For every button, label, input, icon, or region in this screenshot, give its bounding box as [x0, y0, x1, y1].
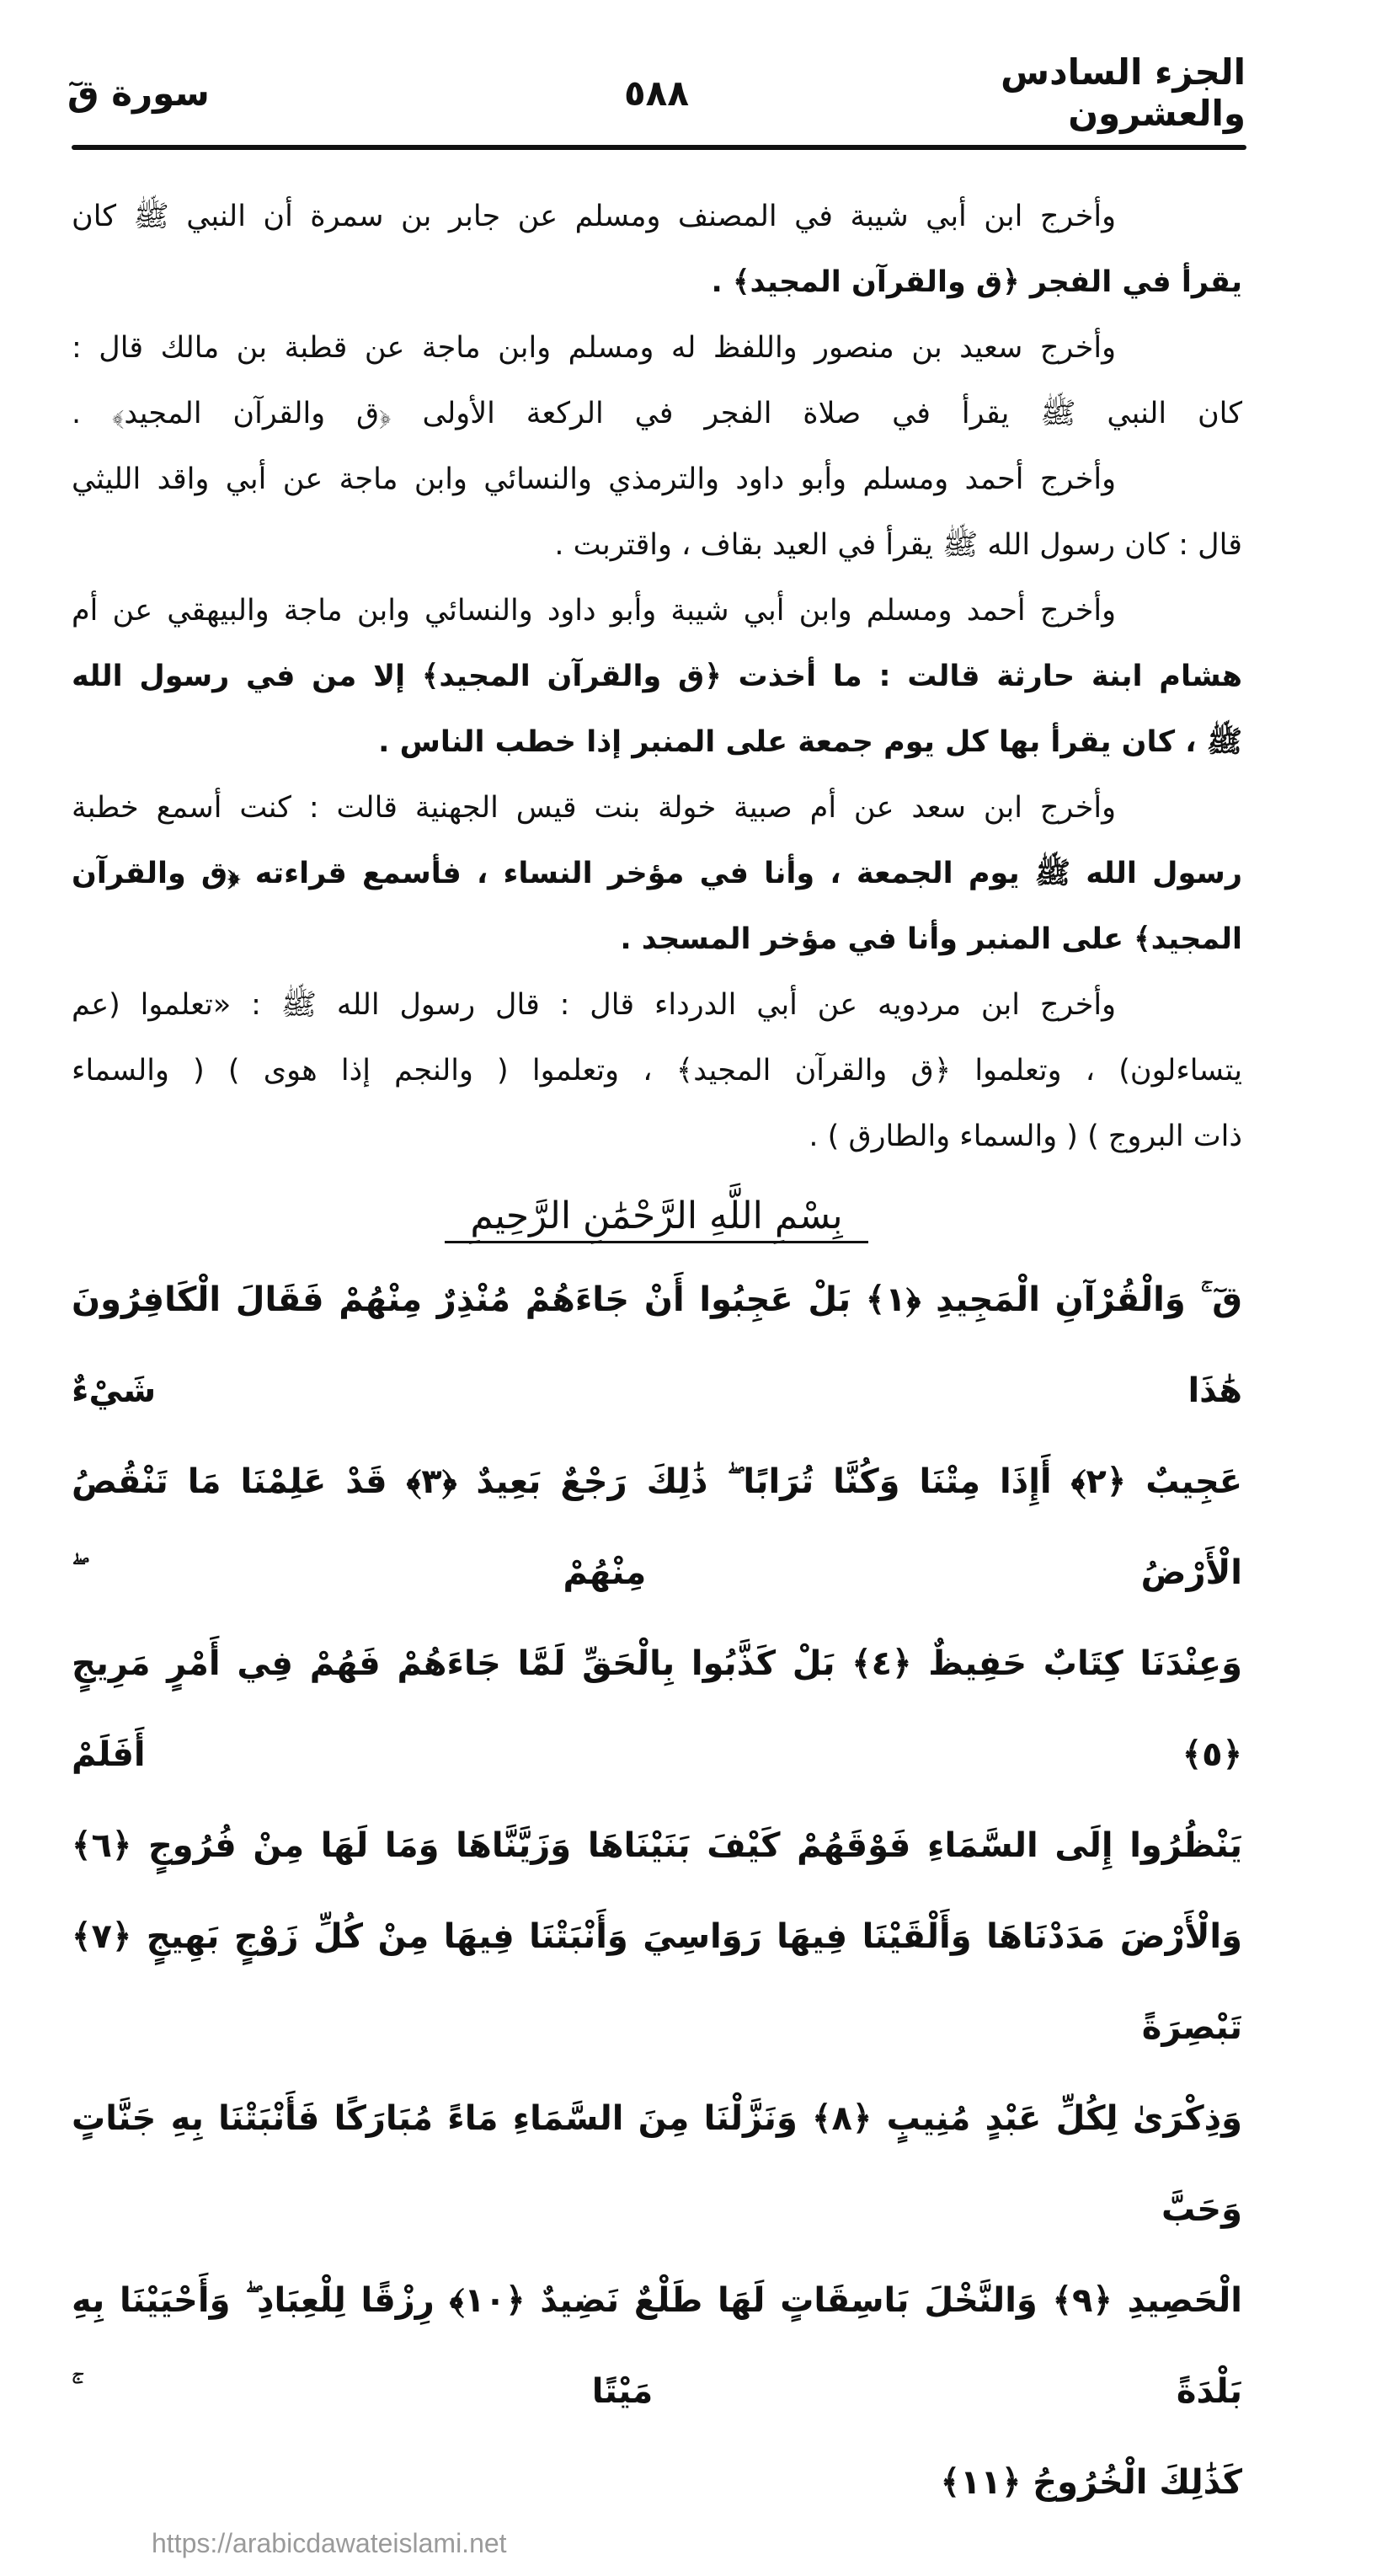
text-line: ﷺ ، كان يقرأ بها كل يوم جمعة على المنبر إذا خطب الناس . [378, 725, 1242, 759]
verse-line: وَالْأَرْضَ مَدَدْنَاهَا وَأَلْقَيْنَا فِيهَا رَوَاسِيَ وَأَنْبَتْنَا فِيهَا مِنْ كُلِّ زَوْجٍ بَهِيجٍ ﴿٧﴾ تَبْصِرَةً [72, 1917, 1242, 2047]
running-header-part: الجزء السادس والعشرون [1001, 51, 1246, 134]
verse-line: وَذِكْرَىٰ لِكُلِّ عَبْدٍ مُنِيبٍ ﴿٨﴾ وَنَزَّلْنَا مِنَ السَّمَاءِ مَاءً مُبَارَكًا فَأَنْبَتْنَا بِهِ جَنَّاتٍ وَحَبَّ [72, 2099, 1243, 2229]
basmala [67, 1194, 1246, 1237]
text-line: يتساءلون) ، وتعلموا ﴿ق والقرآن المجيد﴾ ، وتعلموا ( والنجم إذا هوى ) ( والسماء [72, 1054, 1242, 1088]
text-line: وأخرج سعيد بن منصور واللفظ له ومسلم وابن ماجة عن قطبة بن مالك قال : [72, 331, 1116, 365]
header-divider [72, 145, 1246, 150]
text-line: قال : كان رسول الله ﷺ يقرأ في العيد بقاف ، واقتربت . [554, 528, 1242, 562]
text-line: هشام ابنة حارثة قالت : ما أخذت ﴿ق والقرآن المجيد﴾ إلا من في رسول الله [72, 660, 1242, 693]
text-line: وأخرج ابن سعد عن أم صبية خولة بنت قيس الجهنية قالت : كنت أسمع خطبة [72, 791, 1116, 825]
text-line: وأخرج ابن مردويه عن أبي الدرداء قال : قال رسول الله ﷺ : «تعلموا (عم [72, 988, 1116, 1022]
verse-line: وَعِنْدَنَا كِتَابٌ حَفِيظٌ ﴿٤﴾ بَلْ كَذَّبُوا بِالْحَقِّ لَمَّا جَاءَهُمْ فَهُمْ فِي أَمْرٍ مَرِيجٍ ﴿٥﴾ أَفَلَمْ [72, 1644, 1242, 1774]
page-number: ٥٨٨ [624, 72, 689, 114]
verse-line: قٓ ۚ وَالْقُرْآنِ الْمَجِيدِ ﴿١﴾ بَلْ عَجِبُوا أَنْ جَاءَهُمْ مُنْذِرٌ مِنْهُمْ فَقَالَ الْكَافِرُونَ هَٰذَا شَيْءٌ [72, 1280, 1242, 1410]
text-line: ذات البروج ) ( والسماء والطارق ) . [809, 1120, 1242, 1153]
running-header [67, 51, 1246, 134]
verse-line: عَجِيبٌ ﴿٢﴾ أَإِذَا مِتْنَا وَكُنَّا تُرَابًا ۖ ذَٰلِكَ رَجْعٌ بَعِيدٌ ﴿٣﴾ قَدْ عَلِمْنَا مَا تَنْقُصُ الْأَرْضُ مِنْهُمْ ۖ [72, 1462, 1243, 1592]
commentary-text [72, 184, 1242, 1169]
watermark-url: https://arabicdawateislami.net [152, 2528, 507, 2558]
text-line: رسول الله ﷺ يوم الجمعة ، وأنا في مؤخر النساء ، فأسمع قراءته ﴿ق والقرآن [72, 857, 1242, 890]
text-line: المجيد﴾ على المنبر وأنا في مؤخر المسجد . [620, 922, 1242, 956]
text-line: يقرأ في الفجر ﴿ق والقرآن المجيد﴾ . [711, 265, 1242, 299]
running-header-surah: سورة قٓ [67, 72, 210, 114]
basmala-text: بِسْمِ اللَّهِ الرَّحْمَٰنِ الرَّحِيمِ [445, 1194, 867, 1243]
text-line: وأخرج أحمد ومسلم وأبو داود والترمذي والنسائي وابن ماجة عن أبي واقد الليثي [72, 462, 1116, 496]
text-line: وأخرج ابن أبي شيبة في المصنف ومسلم عن جابر بن سمرة أن النبي ﷺ كان [72, 200, 1116, 233]
verse-line: الْحَصِيدِ ﴿٩﴾ وَالنَّخْلَ بَاسِقَاتٍ لَهَا طَلْعٌ نَضِيدٌ ﴿١٠﴾ رِزْقًا لِلْعِبَادِ ۖ وَأَحْيَيْنَا بِهِ بَلْدَةً مَيْتًا ۚ [72, 2281, 1242, 2411]
verse-line: كَذَٰلِكَ الْخُرُوجُ ﴿١١﴾ [940, 2463, 1242, 2502]
quran-verses [72, 1254, 1242, 2528]
verse-line: يَنْظُرُوا إِلَى السَّمَاءِ فَوْقَهُمْ كَيْفَ بَنَيْنَاهَا وَزَيَّنَّاهَا وَمَا لَهَا مِنْ فُرُوجٍ ﴿٦﴾ [72, 1826, 1242, 1865]
text-line: وأخرج أحمد ومسلم وابن أبي شيبة وأبو داود والنسائي وابن ماجة والبيهقي عن أم [72, 594, 1116, 628]
text-line: كان النبي ﷺ يقرأ في صلاة الفجر في الركعة الأولى ﴿ق والقرآن المجيد﴾ . [72, 397, 1242, 430]
